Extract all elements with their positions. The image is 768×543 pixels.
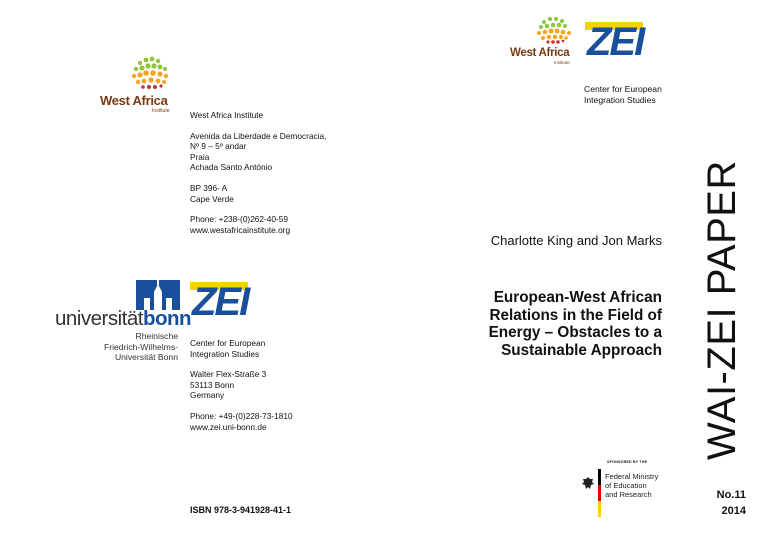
- title-line: Energy – Obstacles to a: [488, 324, 662, 341]
- flag-gold: [598, 501, 601, 517]
- building-silhouette-icon: [136, 280, 180, 310]
- zei-address-line: Walter Flex-Straße 3: [190, 369, 267, 380]
- title-line: Relations in the Field of: [489, 306, 662, 324]
- wai-sub-text: Institute: [152, 108, 170, 114]
- uni-sub-line: Universität Bonn: [114, 352, 178, 363]
- issue-year: 2014: [721, 505, 746, 517]
- zei-address-line: 53113 Bonn: [190, 379, 235, 390]
- west-africa-institute-logo-top: [510, 15, 580, 65]
- uni-bonn-subtitle: [60, 331, 178, 363]
- german-flag-stripe: [598, 469, 601, 517]
- uni-sub-line: Friedrich-Wilhelms-: [103, 341, 178, 352]
- dotted-globe-icon: [126, 55, 176, 93]
- wai-name: West Africa Institute: [190, 110, 264, 120]
- sponsored-label: SPONSORED BY THE: [607, 460, 648, 464]
- wai-brand-text: West Africa: [510, 47, 570, 59]
- zei-website-link[interactable]: www.zei.uni-bonn.de: [190, 421, 267, 432]
- zei-logo-top: [585, 17, 647, 69]
- wai-brand-text: West Africa: [100, 93, 168, 108]
- zei-top-line2: Integration Studies: [584, 95, 656, 105]
- zei-address-block: [190, 338, 293, 432]
- wai-address-line: Achada Santo António: [190, 162, 273, 173]
- zei-mark: ZEI: [587, 20, 644, 64]
- wai-phone: Phone: +238-(0)262-40-59: [190, 214, 289, 225]
- wai-address-line: Avenida da Liberdade e Democracia,: [190, 130, 327, 141]
- authors: Charlotte King and Jon Marks: [490, 233, 662, 248]
- wai-address-block: [190, 110, 326, 235]
- uni-bold: bonn: [142, 307, 192, 330]
- bmbf-line: Federal Ministry: [605, 472, 659, 481]
- uni-bonn-wordmark: [55, 307, 191, 331]
- dotted-globe-icon: [532, 15, 576, 47]
- uni-bonn-building-icon: [136, 280, 180, 310]
- zei-center-line2: Integration Studies: [190, 348, 260, 359]
- zei-top-line1: Center for European: [584, 84, 662, 94]
- issue-number: No.11: [716, 489, 746, 501]
- bmbf-line: and Research: [605, 490, 652, 499]
- flag-black: [598, 469, 601, 485]
- zei-address-line: Germany: [190, 390, 225, 401]
- uni-sub-line: Rheinische: [135, 331, 178, 341]
- paper-title: [420, 289, 662, 359]
- wai-website-link[interactable]: www.westafricainstitute.org: [190, 224, 291, 235]
- zei-phone: Phone: +49-(0)228-73-1810: [190, 410, 293, 421]
- zei-center-line1: Center for European: [190, 338, 266, 348]
- wai-address-line: Praia: [190, 151, 210, 162]
- zei-logo-middle: [190, 278, 252, 328]
- title-line: Sustainable Approach: [501, 341, 662, 359]
- wai-address-line: BP 396- A: [190, 182, 228, 193]
- zei-top-caption: [584, 84, 662, 106]
- wai-address-line: Nº 9 – 5º andar: [190, 141, 247, 152]
- flag-red: [598, 485, 601, 501]
- bmbf-name: [605, 472, 658, 499]
- wai-address-line: Cape Verde: [190, 193, 234, 204]
- series-title: WAI-ZEI PAPER: [700, 160, 744, 460]
- title-line: European-West African: [493, 289, 662, 306]
- zei-mark: ZEI: [192, 280, 249, 324]
- west-africa-institute-logo: [100, 55, 180, 119]
- eagle-icon: [582, 476, 594, 490]
- isbn: ISBN 978-3-941928-41-1: [190, 505, 292, 515]
- bmbf-line: of Education: [605, 481, 647, 490]
- federal-eagle-icon: [582, 476, 594, 490]
- issue-info: [700, 487, 746, 519]
- wai-sub-text: Institute: [554, 60, 570, 65]
- uni-prefix: universität: [55, 307, 143, 330]
